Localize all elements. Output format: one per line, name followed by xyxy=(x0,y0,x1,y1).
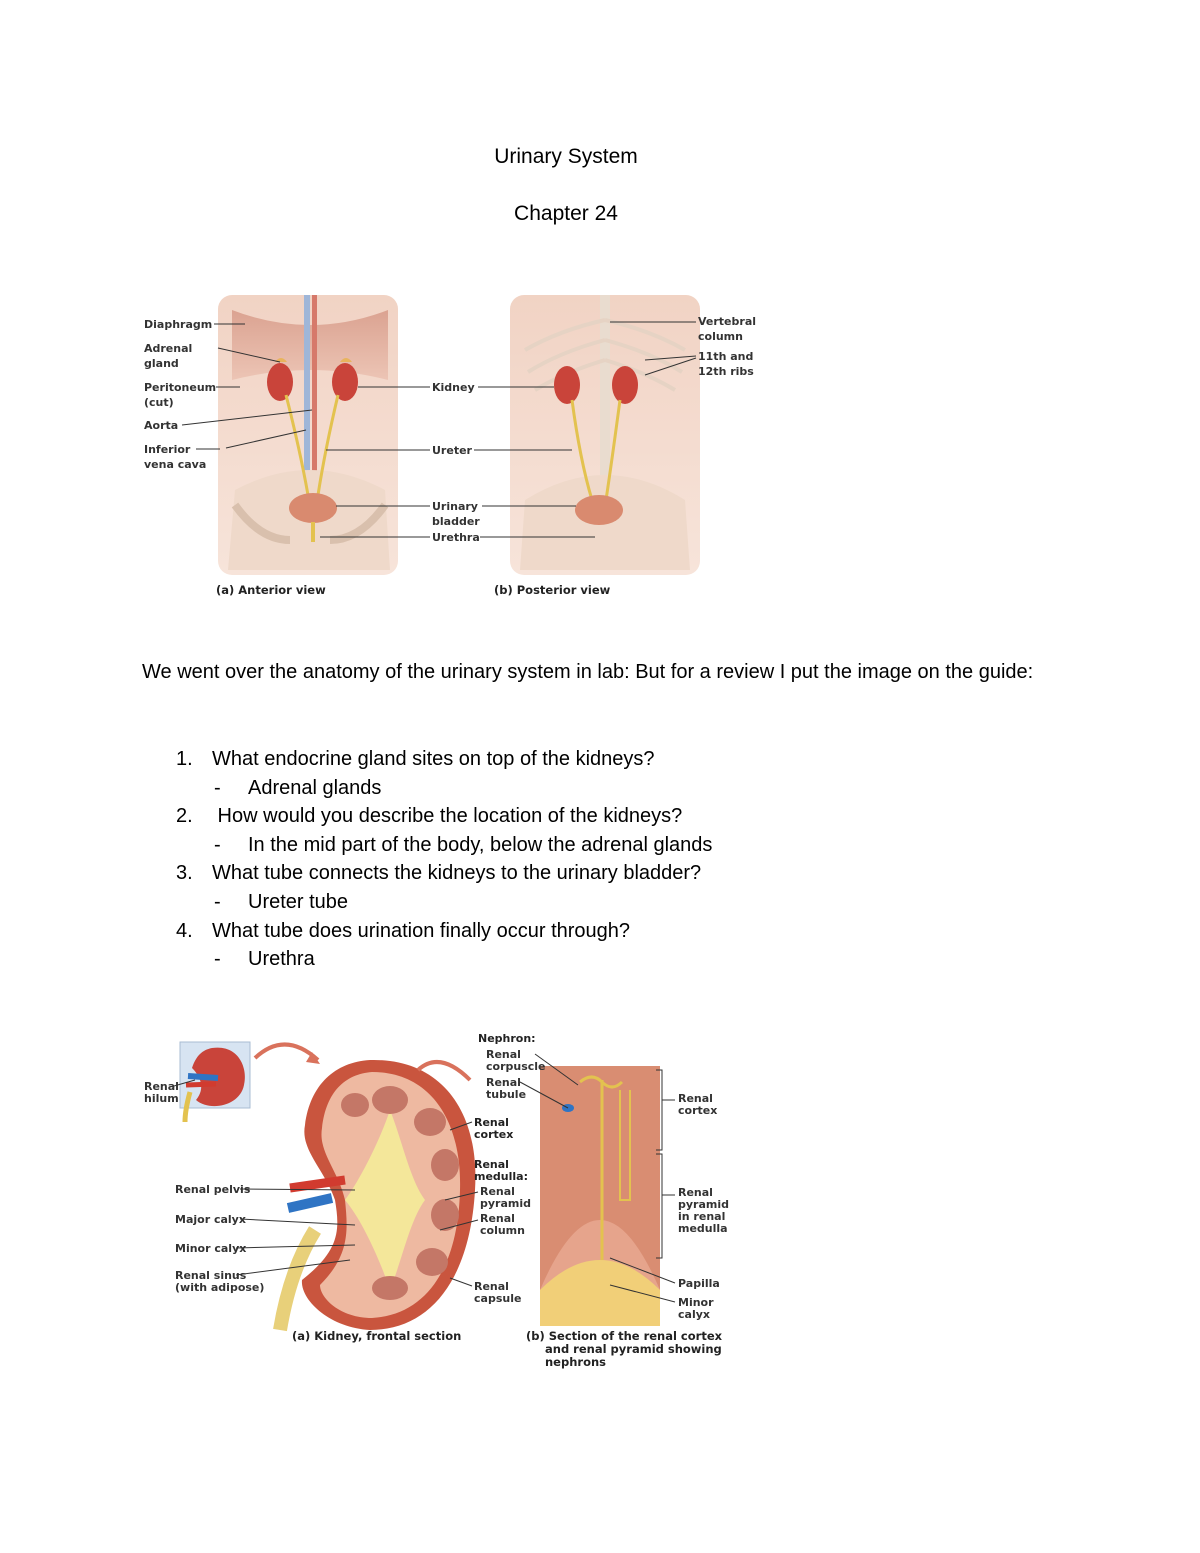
label-diaphragm: Diaphragm xyxy=(144,318,213,331)
chapter-heading: Chapter 24 xyxy=(514,202,618,225)
label-nephron: Nephron: xyxy=(478,1032,536,1045)
caption-kidney-frontal-section: (a) Kidney, frontal section xyxy=(292,1329,462,1343)
question-2: 2. How would you describe the location of the kidneys? xyxy=(176,805,683,828)
caption-renal-cortex-section: (b) Section of the renal cortex and renal pyramid showing nephrons xyxy=(526,1329,723,1369)
label-major-calyx: Major calyx xyxy=(175,1213,246,1226)
label-right-minor-calyx: Minor calyx xyxy=(678,1296,714,1321)
label-ureter: Ureter xyxy=(432,444,472,457)
review-questions xyxy=(176,745,712,974)
label-renal-pyramid: Renal pyramid xyxy=(480,1185,531,1210)
anterior-view-illustration xyxy=(218,295,398,575)
kidney-section-figure xyxy=(140,1030,740,1370)
label-papilla: Papilla xyxy=(678,1277,720,1290)
label-renal-capsule: Renal capsule xyxy=(474,1280,522,1305)
label-kidney: Kidney xyxy=(432,381,475,394)
label-urethra: Urethra xyxy=(432,531,480,544)
answer-3: - Ureter tube xyxy=(214,890,349,913)
label-renal-medulla: Renal medulla: xyxy=(474,1158,528,1183)
label-peritoneum: Peritoneum (cut) xyxy=(144,381,217,409)
label-minor-calyx: Minor calyx xyxy=(175,1242,247,1255)
label-11th-12th-ribs: 11th and 12th ribs xyxy=(698,350,754,378)
label-right-renal-cortex: Renal cortex xyxy=(678,1092,718,1117)
question-3: 3. What tube connects the kidneys to the urinary bladder? xyxy=(176,862,702,885)
posterior-view-illustration xyxy=(510,295,700,575)
label-renal-pelvis: Renal pelvis xyxy=(175,1183,251,1196)
label-right-renal-pyramid: Renal pyramid in renal medulla xyxy=(678,1186,729,1235)
label-renal-sinus: Renal sinus (with adipose) xyxy=(175,1269,265,1294)
page-title: Urinary System xyxy=(494,145,638,168)
kidney-frontal-section-illustration xyxy=(280,1060,475,1330)
question-4: 4. What tube does urination finally occur through? xyxy=(176,919,631,942)
label-renal-column: Renal column xyxy=(480,1212,525,1237)
caption-posterior-view: (b) Posterior view xyxy=(494,583,611,597)
kidney-inset-illustration xyxy=(180,1042,250,1122)
answer-4: - Urethra xyxy=(214,948,315,971)
urinary-organs-figure xyxy=(140,290,780,610)
label-renal-tubule: Renal tubule xyxy=(486,1076,527,1101)
question-1: 1. What endocrine gland sites on top of the kidneys? xyxy=(176,748,655,770)
label-renal-hilum: Renal hilum xyxy=(144,1080,179,1105)
label-renal-cortex: Renal cortex xyxy=(474,1116,514,1141)
nephron-section-illustration xyxy=(540,1066,660,1326)
label-aorta: Aorta xyxy=(144,419,179,432)
answer-1: - Adrenal glands xyxy=(214,776,382,799)
label-inferior-vena-cava: Inferior vena cava xyxy=(144,443,207,471)
answer-2: - In the mid part of the body, below the adrenal glands xyxy=(214,833,713,856)
label-vertebral-column: Vertebral column xyxy=(698,315,757,343)
label-urinary-bladder: Urinary bladder xyxy=(432,500,480,528)
intro-paragraph: We went over the anatomy of the urinary system in lab: But for a review I put the image on the guide: xyxy=(142,661,1034,683)
label-adrenal-gland: Adrenal gland xyxy=(144,342,193,370)
caption-anterior-view: (a) Anterior view xyxy=(216,583,326,597)
label-renal-corpuscle: Renal corpuscle xyxy=(486,1048,546,1073)
